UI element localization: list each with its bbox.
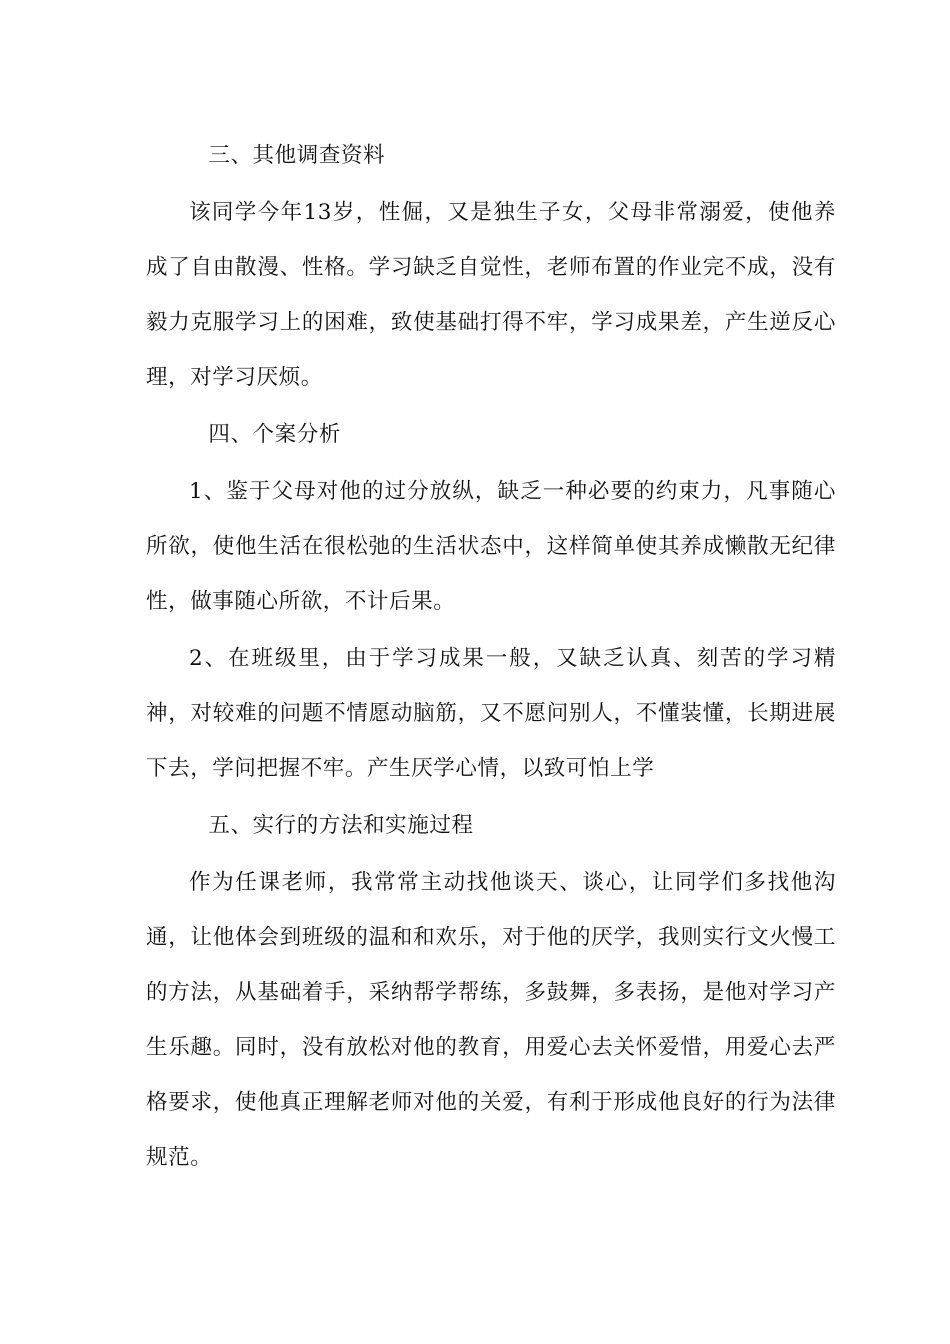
section-heading-case-analysis: 四、个案分析	[208, 422, 341, 447]
document-body	[146, 128, 836, 1187]
paragraph-student-background: 该同学今年13岁，性倔，又是独生子女，父母非常溺爱，使他养成了自由散漫、性格。学习缺乏自觉性，老师布置的作业完不成，没有毅力克服学习上的困难，致使基础打得不牢，学习成果差，产生逆反心理，对学习厌烦。	[146, 200, 836, 390]
paragraph-analysis-1: 1、鉴于父母对他的过分放纵，缺乏一种必要的约束力，凡事随心所欲，使他生活在很松弛的生活状态中，这样简单使其养成懒散无纪律性，做事随心所欲，不计后果。	[146, 479, 836, 614]
paragraph-analysis-2: 2、在班级里，由于学习成果一般，又缺乏认真、刻苦的学习精神，对较难的问题不情愿动脑筋，又不愿问别人，不懂装懂，长期进展下去，学问把握不牢。产生厌学心情，以致可怕上学	[146, 646, 836, 781]
paragraph-methods: 作为任课老师，我常常主动找他谈天、谈心，让同学们多找他沟通，让他体会到班级的温和和欢乐，对于他的厌学，我则实行文火慢工的方法，从基础着手，采纳帮学帮练，多鼓舞，多表扬，是他对学习产生乐趣。同时，没有放松对他的教育，用爱心去关怀爱惜，用爱心去严格要求，使他真正理解老师对他的关爱，有利于形成他良好的行为法律规范。	[146, 870, 836, 1170]
section-heading-other-survey: 三、其他调查资料	[208, 143, 386, 168]
section-heading-methods: 五、实行的方法和实施过程	[208, 813, 474, 838]
